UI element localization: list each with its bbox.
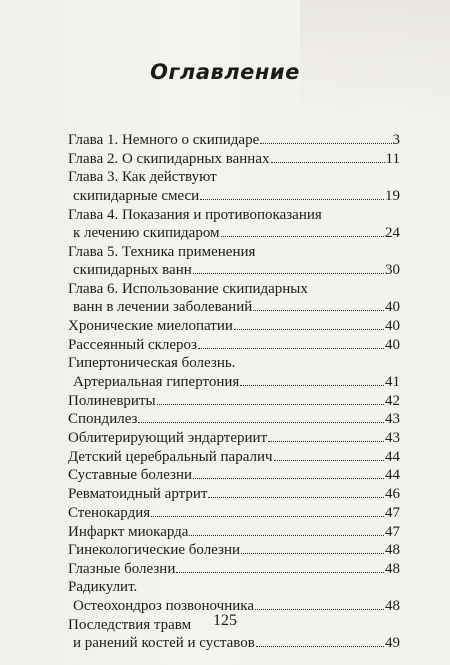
toc-entry-title: Глава 3. Как действуют [68, 169, 217, 186]
dot-leader [260, 131, 391, 144]
toc-entry [68, 447, 400, 466]
toc-entry-title: и ранений костей и суставов [73, 635, 255, 652]
toc-entry-page: 40 [385, 336, 400, 353]
dot-leader [208, 485, 384, 498]
toc-entry-page: 44 [385, 448, 400, 465]
dot-leader [241, 541, 384, 554]
toc-entry-title: Гипертоническая болезнь. [68, 355, 236, 372]
toc-entry [68, 429, 400, 448]
dot-leader [198, 336, 384, 349]
toc-entry-page: 48 [385, 598, 400, 615]
dot-leader [256, 634, 384, 647]
toc-entry-page: 46 [385, 486, 400, 503]
dot-leader [200, 187, 384, 200]
dot-leader [221, 224, 384, 237]
toc-entry [68, 243, 400, 280]
toc-entry-title: Гинекологические болезни [68, 542, 241, 559]
toc-entry [68, 131, 400, 150]
toc-entry-title: Полиневриты [68, 392, 156, 409]
toc-entry-page: 19 [385, 188, 400, 205]
toc-entry-page: 43 [385, 411, 400, 428]
dot-leader [151, 504, 384, 517]
toc-entry [68, 504, 400, 523]
toc-entry [68, 354, 400, 391]
toc-entry-page: 30 [385, 262, 400, 279]
toc-entry-title: Инфаркт миокарда [68, 523, 189, 540]
toc-entry [68, 578, 400, 615]
toc-entry-page: 3 [392, 132, 400, 149]
toc-entry-page: 40 [385, 299, 400, 316]
dot-leader [234, 317, 384, 330]
toc-entry-page: 11 [385, 151, 400, 167]
dot-leader [253, 298, 384, 311]
toc-entry [68, 560, 400, 579]
toc-entry-title: Остеохондроз позвоночника [73, 598, 254, 615]
toc-entry-page: 24 [385, 225, 400, 242]
toc-entry-title: Глава 6. Использование скипидарных [68, 280, 308, 297]
dot-leader [176, 560, 384, 573]
toc-entry [68, 150, 400, 169]
toc-entry-page: 42 [385, 392, 400, 409]
toc-entry-title: Хронические миелопатии [68, 318, 233, 335]
page-number: 125 [213, 612, 237, 629]
toc-entry-page: 47 [385, 523, 400, 540]
dot-leader [193, 261, 384, 274]
toc-entry-title: Последствия травм [68, 616, 192, 633]
toc-entry-title: Глава 5. Техника применения [68, 243, 256, 260]
dot-leader [189, 522, 384, 535]
toc-entry-title: Глазные болезни [68, 560, 176, 577]
toc-entry-title: Детский церебральный паралич [68, 448, 273, 465]
toc-entry-title: скипидарные смеси [73, 188, 200, 205]
toc-entry [68, 466, 400, 485]
page-title: Оглавление [150, 60, 300, 84]
toc-entry-page: 48 [385, 542, 400, 559]
toc-entry-title: Глава 4. Показания и противопоказания [68, 206, 322, 223]
toc-entry [68, 485, 400, 504]
toc-entry [68, 206, 400, 243]
toc-entry [68, 317, 400, 336]
toc-entry [68, 522, 400, 541]
toc-entry-title: скипидарных ванн [73, 262, 192, 279]
toc-entry-page: 47 [385, 504, 400, 521]
dot-leader [274, 447, 384, 460]
toc-entry-page: 43 [385, 430, 400, 447]
toc-entry-page: 48 [385, 560, 400, 577]
dot-leader [138, 410, 384, 423]
toc-entry-page: 49 [385, 635, 400, 652]
toc-entry-page: 41 [385, 373, 400, 390]
toc-entry [68, 391, 400, 410]
toc-entry [68, 541, 400, 560]
dot-leader [255, 597, 384, 610]
dot-leader [268, 429, 384, 442]
dot-leader [240, 373, 384, 386]
toc-entry-title: Суставные болезни [68, 467, 193, 484]
toc-entry-page: 40 [385, 318, 400, 335]
table-of-contents [68, 131, 400, 653]
toc-entry-title: Артериальная гипертония [73, 373, 240, 390]
toc-entry-title: Стенокардия [68, 504, 151, 521]
toc-entry-page: 44 [385, 467, 400, 484]
toc-entry-title: к лечению скипидаром [73, 225, 220, 242]
dot-leader [157, 391, 384, 404]
toc-entry-title: Глава 2. О скипидарных ваннах [68, 151, 270, 167]
toc-entry-title: Радикулит. [68, 579, 138, 596]
dot-leader [271, 150, 385, 163]
toc-entry-title: Глава 1. Немного о скипидаре [68, 132, 260, 149]
toc-entry [68, 336, 400, 355]
toc-entry [68, 280, 400, 317]
toc-entry-title: Рассеянный склероз [68, 336, 197, 353]
dot-leader [193, 466, 384, 479]
toc-entry [68, 410, 400, 429]
toc-entry-title: Облитерирующий эндартериит [68, 430, 268, 447]
toc-entry-title: Ревматоидный артрит [68, 486, 208, 503]
toc-entry-title: ванн в лечении заболеваний [73, 299, 253, 316]
toc-entry-title: Спондилез [68, 411, 138, 428]
toc-entry [68, 168, 400, 205]
